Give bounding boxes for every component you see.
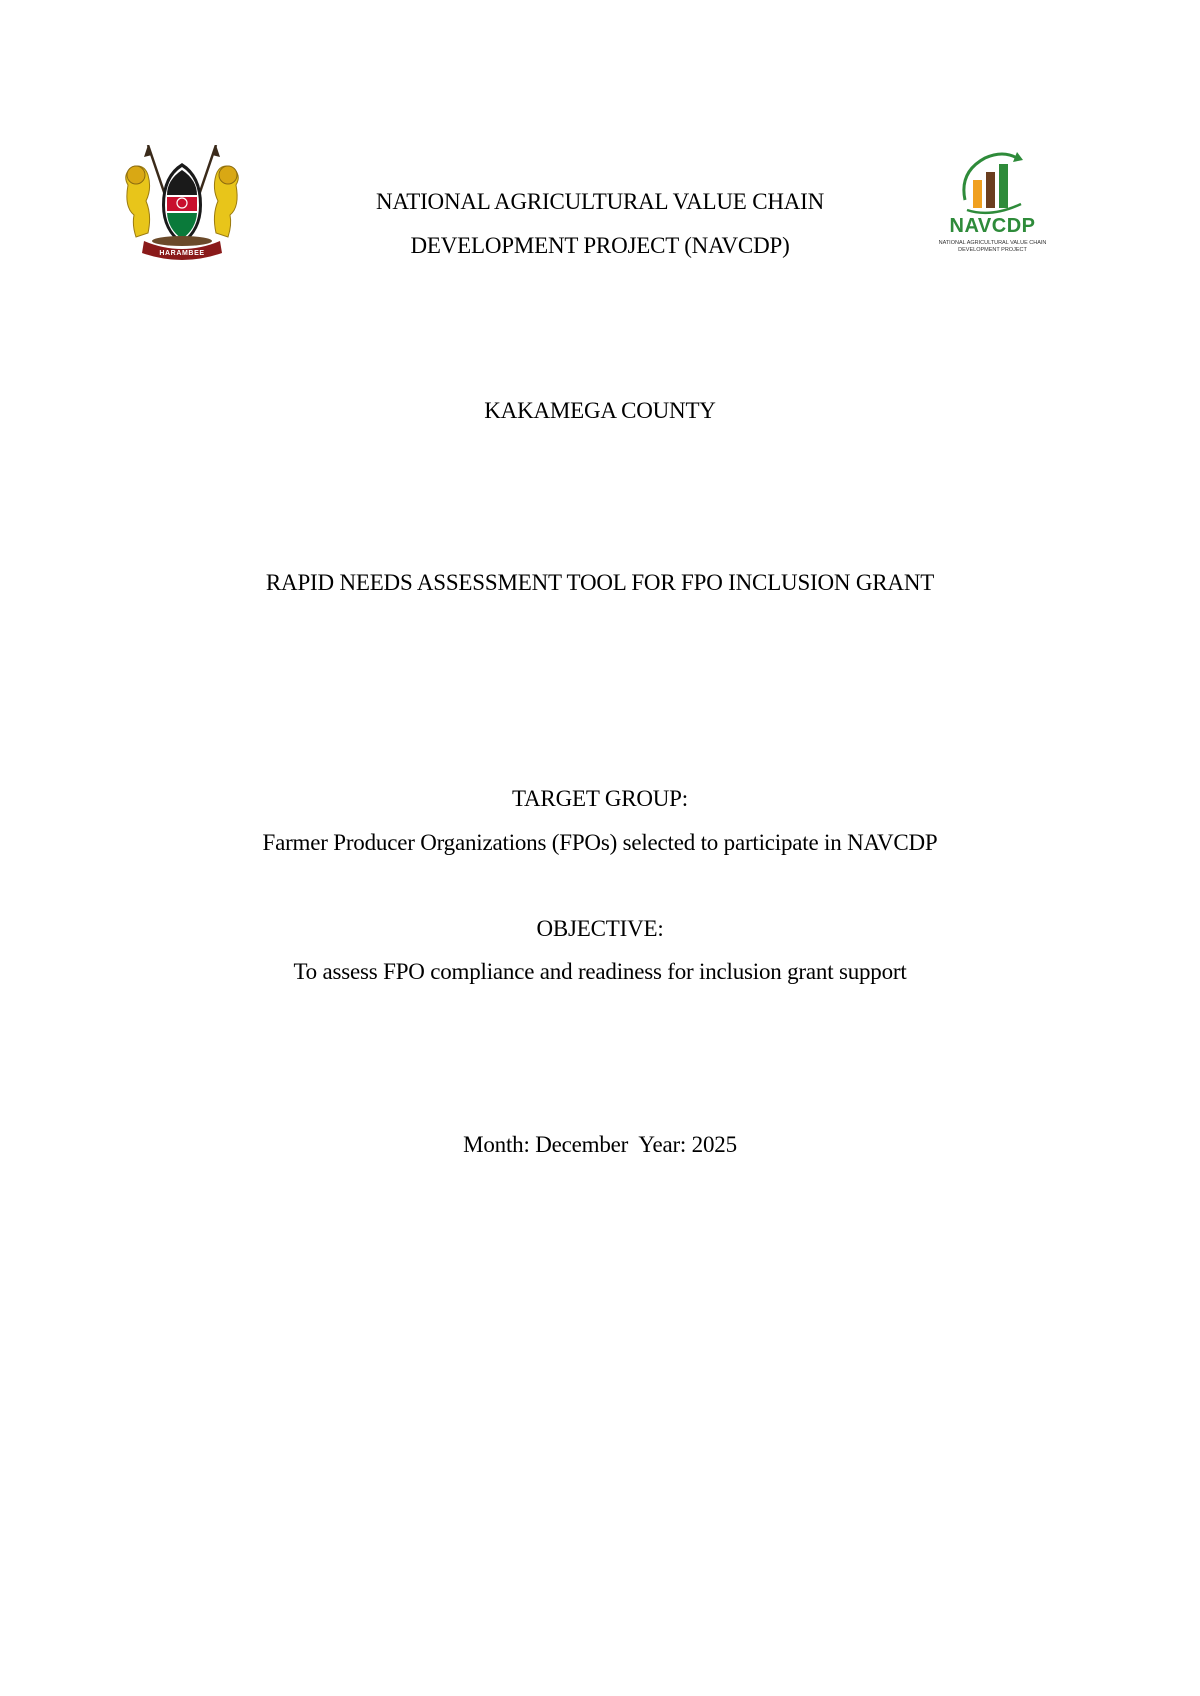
project-title-line1: NATIONAL AGRICULTURAL VALUE CHAIN: [375, 189, 825, 214]
navcdp-wordmark: NAVCDP: [949, 215, 1036, 237]
navcdp-logo-icon: [925, 148, 1060, 263]
project-title: [300, 180, 900, 268]
objective-value: To assess FPO compliance and readiness for inclusion grant support: [293, 959, 907, 984]
target-group-label: TARGET GROUP:: [512, 786, 688, 811]
tool-title: RAPID NEEDS ASSESSMENT TOOL FOR FPO INCLUSION GRANT: [265, 570, 935, 595]
navcdp-subtitle-line2: DEVELOPMENT PROJECT: [958, 246, 1027, 253]
objective-label: OBJECTIVE:: [536, 916, 664, 941]
kenya-coat-of-arms-icon: [118, 145, 246, 263]
project-title-line2: DEVELOPMENT PROJECT (NAVCDP): [410, 233, 790, 258]
coat-motto: HARAMBEE: [159, 250, 205, 257]
navcdp-subtitle-line1: NATIONAL AGRICULTURAL VALUE CHAIN: [938, 240, 1047, 246]
target-group-value: Farmer Producer Organizations (FPOs) selected to participate in NAVCDP: [262, 830, 938, 855]
county-heading: KAKAMEGA COUNTY: [484, 398, 716, 423]
navcdp-subtitle: [925, 240, 1060, 253]
date-line: Month: December Year: 2025: [463, 1132, 737, 1157]
